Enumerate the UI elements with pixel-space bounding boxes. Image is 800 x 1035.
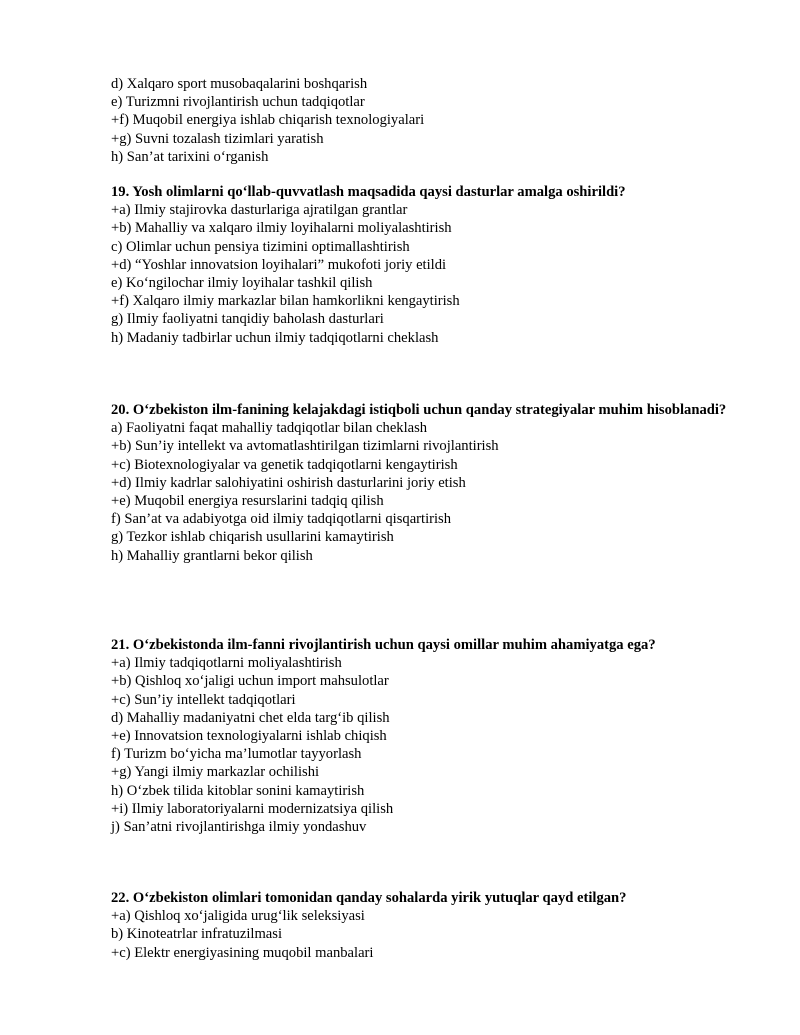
option-g: g) Ilmiy faoliyatni tanqidiy baholash dasturlari [111,311,384,328]
option-f: +f) Muqobil energiya ishlab chiqarish texnologiyalari [111,112,425,129]
question-21 [111,636,751,836]
question-22 [111,889,751,962]
option-e: e) Turizmni rivojlantirish uchun tadqiqotlar [111,94,365,111]
option-c: c) Olimlar uchun pensiya tizimini optimallashtirish [111,238,410,255]
option-h: h) San’at tarixini o‘rganish [111,148,269,165]
option-d: d) Xalqaro sport musobaqalarini boshqarish [111,76,368,92]
option-a: +a) Ilmiy tadqiqotlarni moliyalashtirish [111,655,342,672]
option-h: h) O‘zbek tilida kitoblar sonini kamaytirish [111,782,365,799]
question-22-title: 22. O‘zbekiston olimlari tomonidan qanday sohalarda yirik yutuqlar qayd etilgan? [111,890,627,906]
option-i: +i) Ilmiy laboratoriyalarni modernizatsiya qilish [111,800,394,817]
previous-question-options [111,75,751,166]
option-e: +e) Innovatsion texnologiyalarni ishlab chiqish [111,727,387,744]
option-h: h) Madaniy tadbirlar uchun ilmiy tadqiqotlarni cheklash [111,329,439,346]
option-a: +a) Qishloq xo‘jaligida urug‘lik seleksiyasi [111,908,365,925]
question-21-title: 21. O‘zbekistonda ilm-fanni rivojlantirish uchun qaysi omillar muhim ahamiyatga ega? [111,637,656,653]
option-c: +c) Elektr energiyasining muqobil manbalari [111,944,374,961]
option-e: e) Ko‘ngilochar ilmiy loyihalar tashkil qilish [111,274,373,291]
question-20-title: 20. O‘zbekiston ilm-fanining kelajakdagi istiqboli uchun qanday strategiyalar muhim hisoblanadi? [111,402,727,418]
option-e: +e) Muqobil energiya resurslarini tadqiq qilish [111,492,384,509]
option-g: g) Tezkor ishlab chiqarish usullarini kamaytirish [111,529,394,546]
option-j: j) San’atni rivojlantirishga ilmiy yondashuv [111,818,367,835]
option-g: +g) Yangi ilmiy markazlar ochilishi [111,764,320,781]
option-f: f) San’at va adabiyotga oid ilmiy tadqiqotlarni qisqartirish [111,511,452,528]
option-g: +g) Suvni tozalash tizimlari yaratish [111,130,324,147]
option-c: +c) Sun’iy intellekt tadqiqotlari [111,691,296,708]
option-a: +a) Ilmiy stajirovka dasturlariga ajratilgan grantlar [111,202,408,219]
option-c: +c) Biotexnologiyalar va genetik tadqiqotlarni kengaytirish [111,456,458,473]
option-b: +b) Mahalliy va xalqaro ilmiy loyihalarni moliyalashtirish [111,220,452,237]
option-b: b) Kinoteatrlar infratuzilmasi [111,926,283,943]
option-f: f) Turizm bo‘yicha ma’lumotlar tayyorlash [111,746,362,763]
question-19-title: 19. Yosh olimlarni qo‘llab-quvvatlash maqsadida qaysi dasturlar amalga oshirildi? [111,184,626,200]
option-b: +b) Qishloq xo‘jaligi uchun import mahsulotlar [111,673,389,690]
option-d: +d) “Yoshlar innovatsion loyihalari” mukofoti joriy etildi [111,256,447,273]
option-b: +b) Sun’iy intellekt va avtomatlashtirilgan tizimlarni rivojlantirish [111,438,499,455]
option-a: a) Faoliyatni faqat mahalliy tadqiqotlar bilan cheklash [111,420,428,437]
question-19 [111,183,751,347]
option-d: +d) Ilmiy kadrlar salohiyatini oshirish dasturlarini joriy etish [111,474,466,491]
option-d: d) Mahalliy madaniyatni chet elda targ‘ib qilish [111,709,390,726]
question-20 [111,401,751,565]
option-f: +f) Xalqaro ilmiy markazlar bilan hamkorlikni kengaytirish [111,293,460,310]
option-h: h) Mahalliy grantlarni bekor qilish [111,547,313,564]
